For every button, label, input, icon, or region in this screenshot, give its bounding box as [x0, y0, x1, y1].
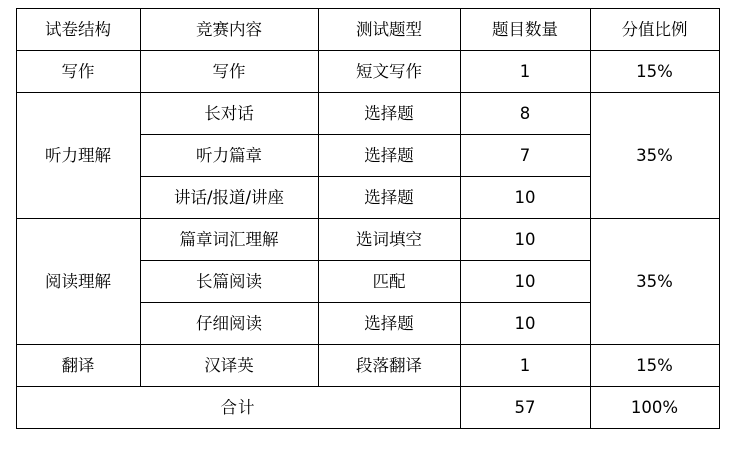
cell-content: 写作 [140, 51, 318, 93]
column-header-type: 测试题型 [318, 9, 460, 51]
cell-content: 讲话/报道/讲座 [140, 177, 318, 219]
cell-content: 仔细阅读 [140, 303, 318, 345]
table-total-row [16, 387, 719, 429]
cell-content: 长篇阅读 [140, 261, 318, 303]
cell-count: 10 [460, 261, 590, 303]
cell-total-count: 57 [460, 387, 590, 429]
cell-type: 选择题 [318, 303, 460, 345]
cell-content: 长对话 [140, 93, 318, 135]
cell-count: 10 [460, 177, 590, 219]
column-header-content: 竞赛内容 [140, 9, 318, 51]
column-header-structure: 试卷结构 [16, 9, 140, 51]
cell-structure: 阅读理解 [16, 219, 140, 345]
table-row [16, 51, 719, 93]
table-row [16, 219, 719, 261]
cell-structure: 写作 [16, 51, 140, 93]
cell-type: 匹配 [318, 261, 460, 303]
cell-count: 1 [460, 345, 590, 387]
cell-type: 段落翻译 [318, 345, 460, 387]
cell-count: 1 [460, 51, 590, 93]
cell-ratio: 35% [590, 93, 719, 219]
cell-type: 选词填空 [318, 219, 460, 261]
column-header-ratio: 分值比例 [590, 9, 719, 51]
cell-count: 10 [460, 219, 590, 261]
cell-ratio: 15% [590, 345, 719, 387]
cell-ratio: 15% [590, 51, 719, 93]
cell-type: 短文写作 [318, 51, 460, 93]
column-header-count: 题目数量 [460, 9, 590, 51]
exam-structure-table [16, 8, 720, 429]
table-header-row [16, 9, 719, 51]
cell-type: 选择题 [318, 135, 460, 177]
cell-content: 听力篇章 [140, 135, 318, 177]
cell-structure: 听力理解 [16, 93, 140, 219]
table-row [16, 93, 719, 135]
cell-ratio: 35% [590, 219, 719, 345]
cell-content: 篇章词汇理解 [140, 219, 318, 261]
cell-type: 选择题 [318, 177, 460, 219]
cell-structure: 翻译 [16, 345, 140, 387]
cell-count: 10 [460, 303, 590, 345]
cell-content: 汉译英 [140, 345, 318, 387]
cell-total-ratio: 100% [590, 387, 719, 429]
cell-count: 7 [460, 135, 590, 177]
table-row [16, 345, 719, 387]
cell-type: 选择题 [318, 93, 460, 135]
cell-count: 8 [460, 93, 590, 135]
cell-total-label: 合计 [16, 387, 460, 429]
